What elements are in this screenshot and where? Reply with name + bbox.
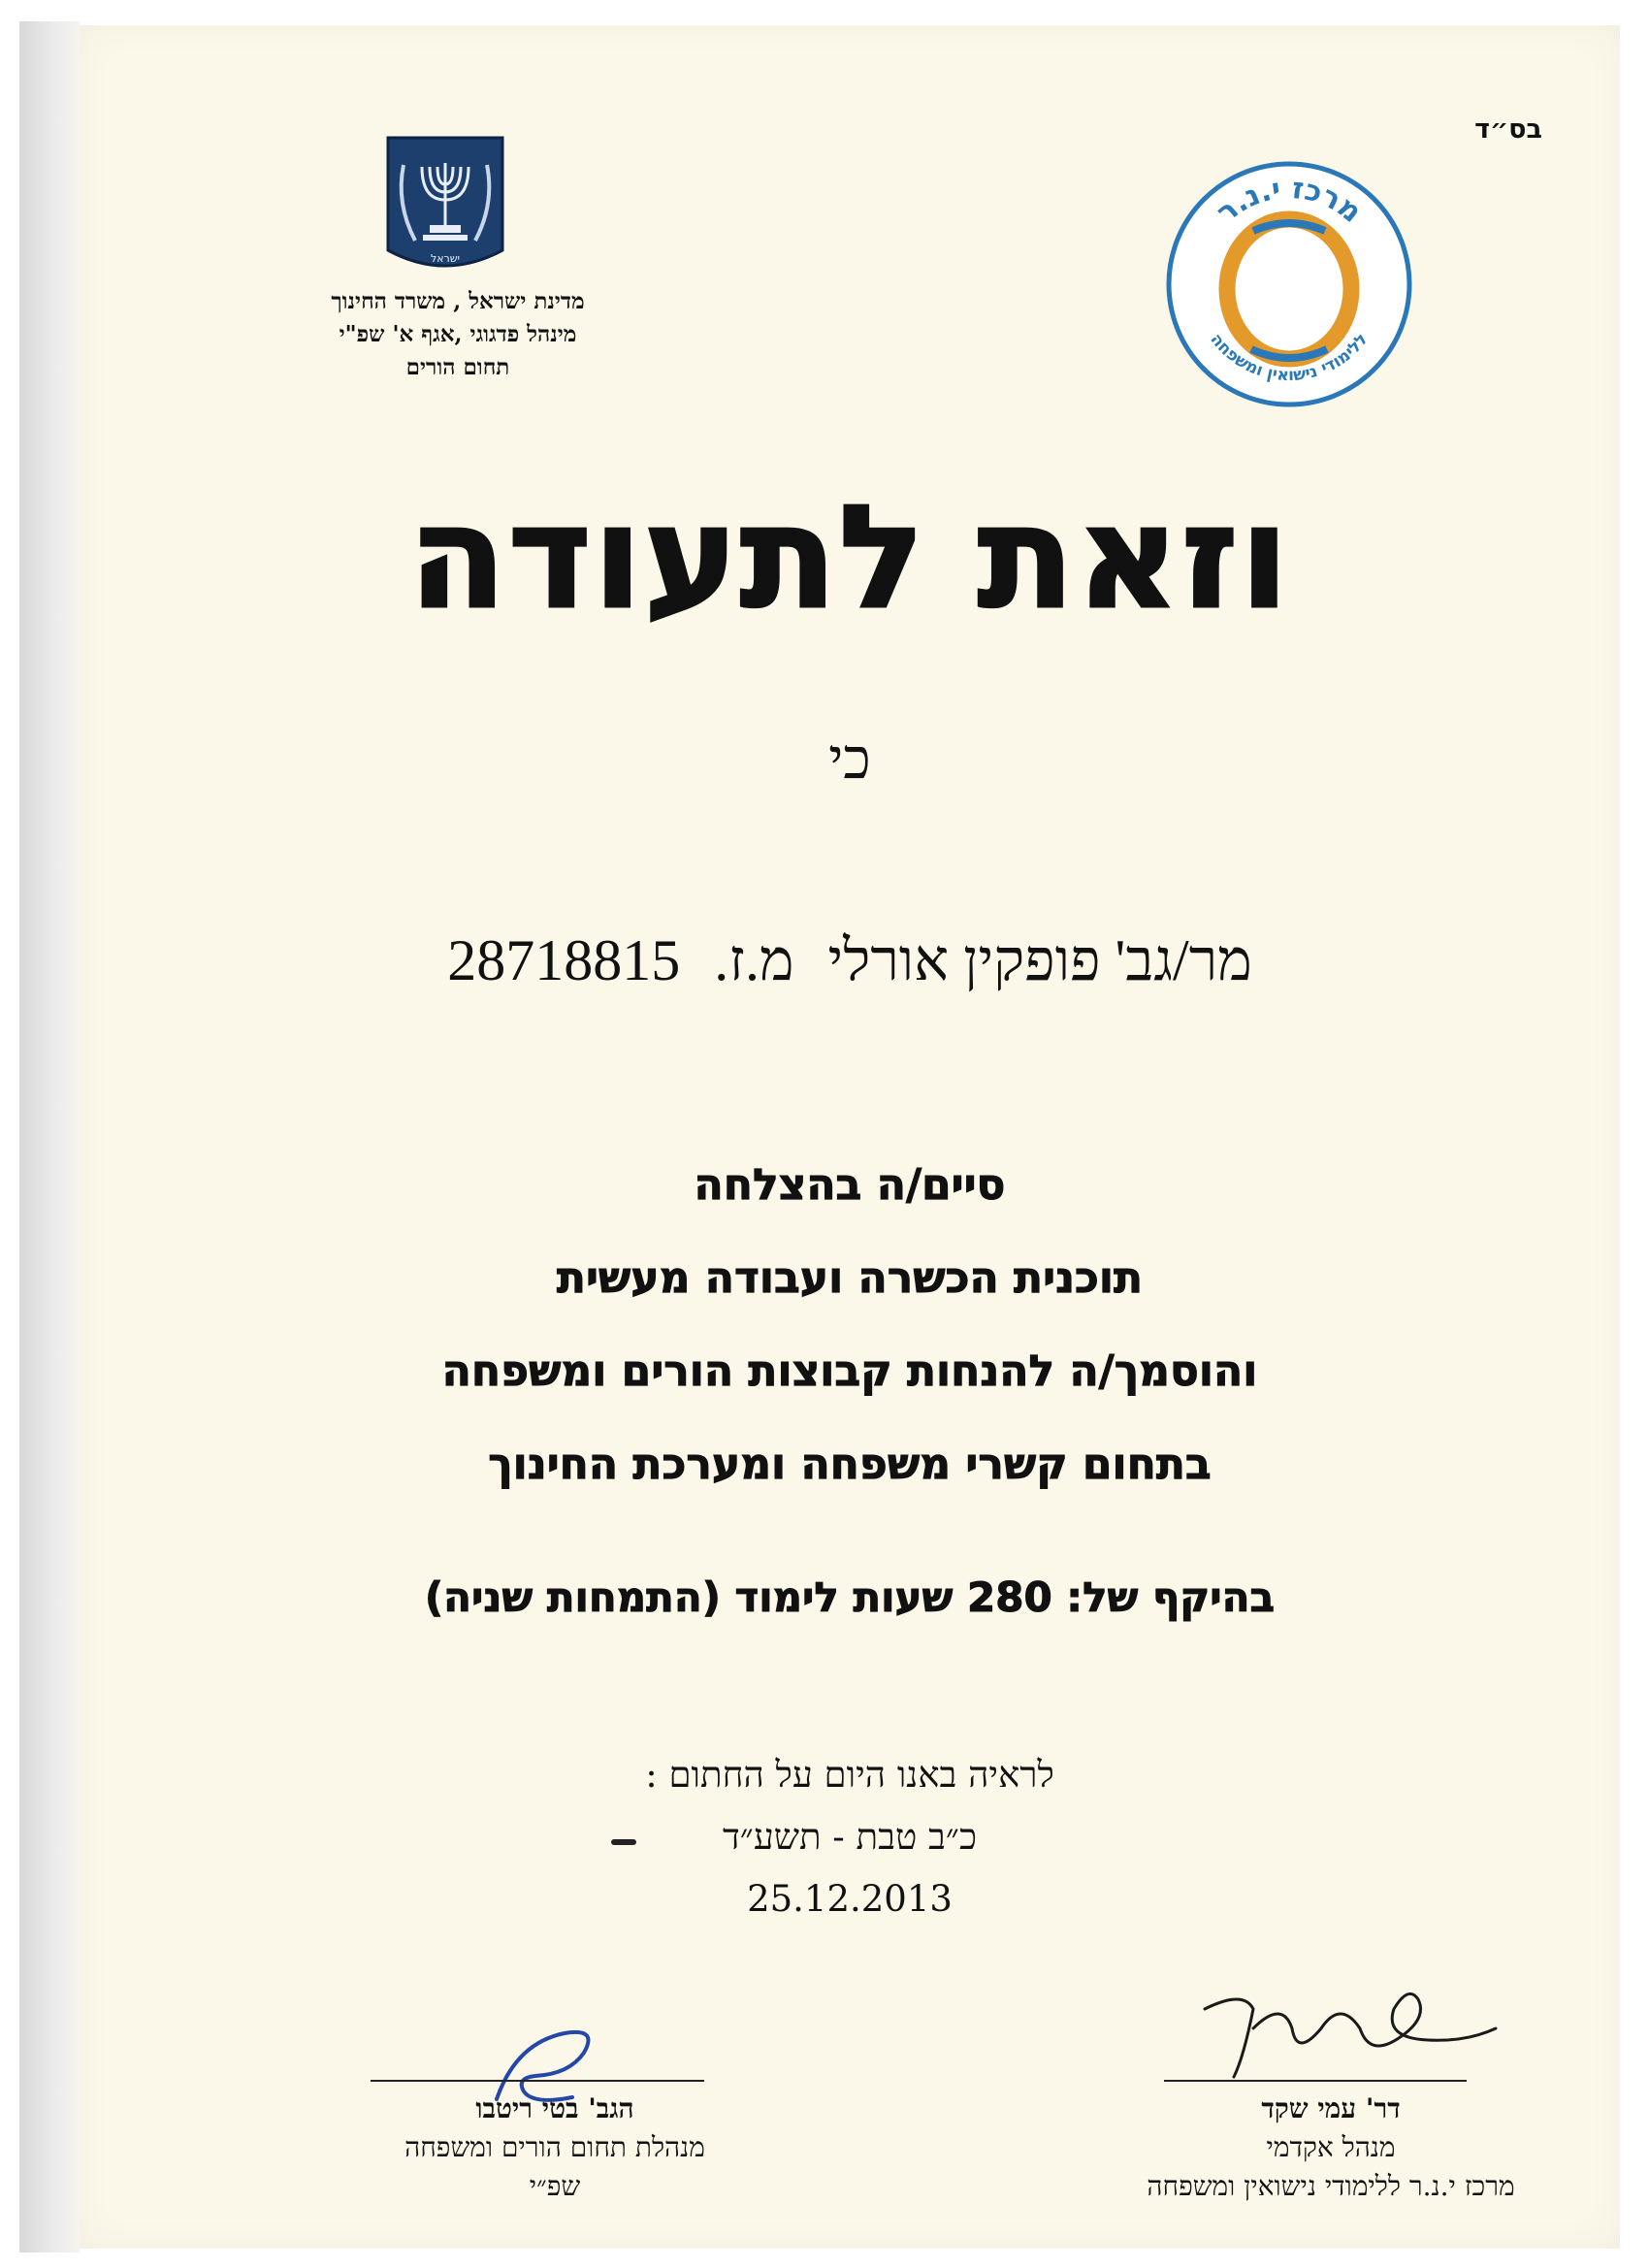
witness-line: לראיה באנו היום על החתום : xyxy=(645,1754,1054,1796)
gregorian-date: 25.12.2013 xyxy=(747,1878,953,1920)
course-line: סיים/ה בהצלחה xyxy=(694,1160,1006,1210)
ministry-block xyxy=(254,285,662,384)
hebrew-date: כ״ב טבת - תשע״ד xyxy=(722,1816,978,1858)
logo-title: מרכז י.נ.ר xyxy=(1210,171,1369,230)
certificate-title: וזאת לתעודה xyxy=(408,475,1291,640)
left-signer-org: שפ״י xyxy=(529,2170,581,2202)
course-line: והוסמך/ה להנחות קבוצות הורים ומשפחה xyxy=(441,1346,1258,1396)
left-signature-line xyxy=(371,2080,704,2082)
logo-subtitle: ללימודי נישואין ומשפחה xyxy=(1206,330,1373,386)
course-line: בתחום קשרי משפחה ומערכת החינוך xyxy=(488,1440,1212,1489)
ner-center-logo xyxy=(1164,159,1414,409)
stray-mark xyxy=(611,1839,636,1845)
course-description xyxy=(80,1139,1620,1511)
right-signature-line xyxy=(1164,2080,1467,2082)
scan-edge-shadow xyxy=(19,21,80,2252)
course-hours: בהיקף של: 280 שעות לימוד (התמחות שניה) xyxy=(424,1573,1276,1621)
left-signer-title: מנהלת תחום הורים ומשפחה xyxy=(404,2131,705,2163)
right-signature-icon xyxy=(1176,1970,1525,2096)
certificate-paper xyxy=(80,25,1620,2249)
left-signer-name: הגב' בטי ריטבו xyxy=(475,2092,634,2124)
right-signer-org: מרכז י.נ.ר ללימודי נישואין ומשפחה xyxy=(1147,2170,1515,2202)
certificate-that: כי xyxy=(828,726,871,792)
witness-block xyxy=(80,1744,1620,1930)
emblem-caption: ישראל xyxy=(430,252,461,265)
ministry-line: מדינת ישראל , משרד החינוך xyxy=(331,288,585,314)
right-signer xyxy=(1059,2090,1602,2206)
recipient-name: מר/גב' פופקין אורלי xyxy=(827,928,1252,992)
id-number: 28718815 xyxy=(447,928,681,992)
ministry-line: תחום הורים xyxy=(405,354,510,380)
id-label: מ.ז. xyxy=(714,928,794,992)
bsd-header: בס״ד xyxy=(1474,114,1542,145)
right-signer-name: דר' עמי שקד xyxy=(1261,2092,1401,2124)
left-signer xyxy=(312,2090,797,2206)
state-emblem-icon xyxy=(386,136,504,279)
course-line: תוכנית הכשרה ועבודה מעשית xyxy=(556,1253,1144,1303)
right-signer-title: מנהל אקדמי xyxy=(1266,2131,1396,2163)
ministry-line: מינהל פדגוגי ,אגף א' שפ"י xyxy=(339,321,577,347)
recipient-line xyxy=(80,927,1620,994)
